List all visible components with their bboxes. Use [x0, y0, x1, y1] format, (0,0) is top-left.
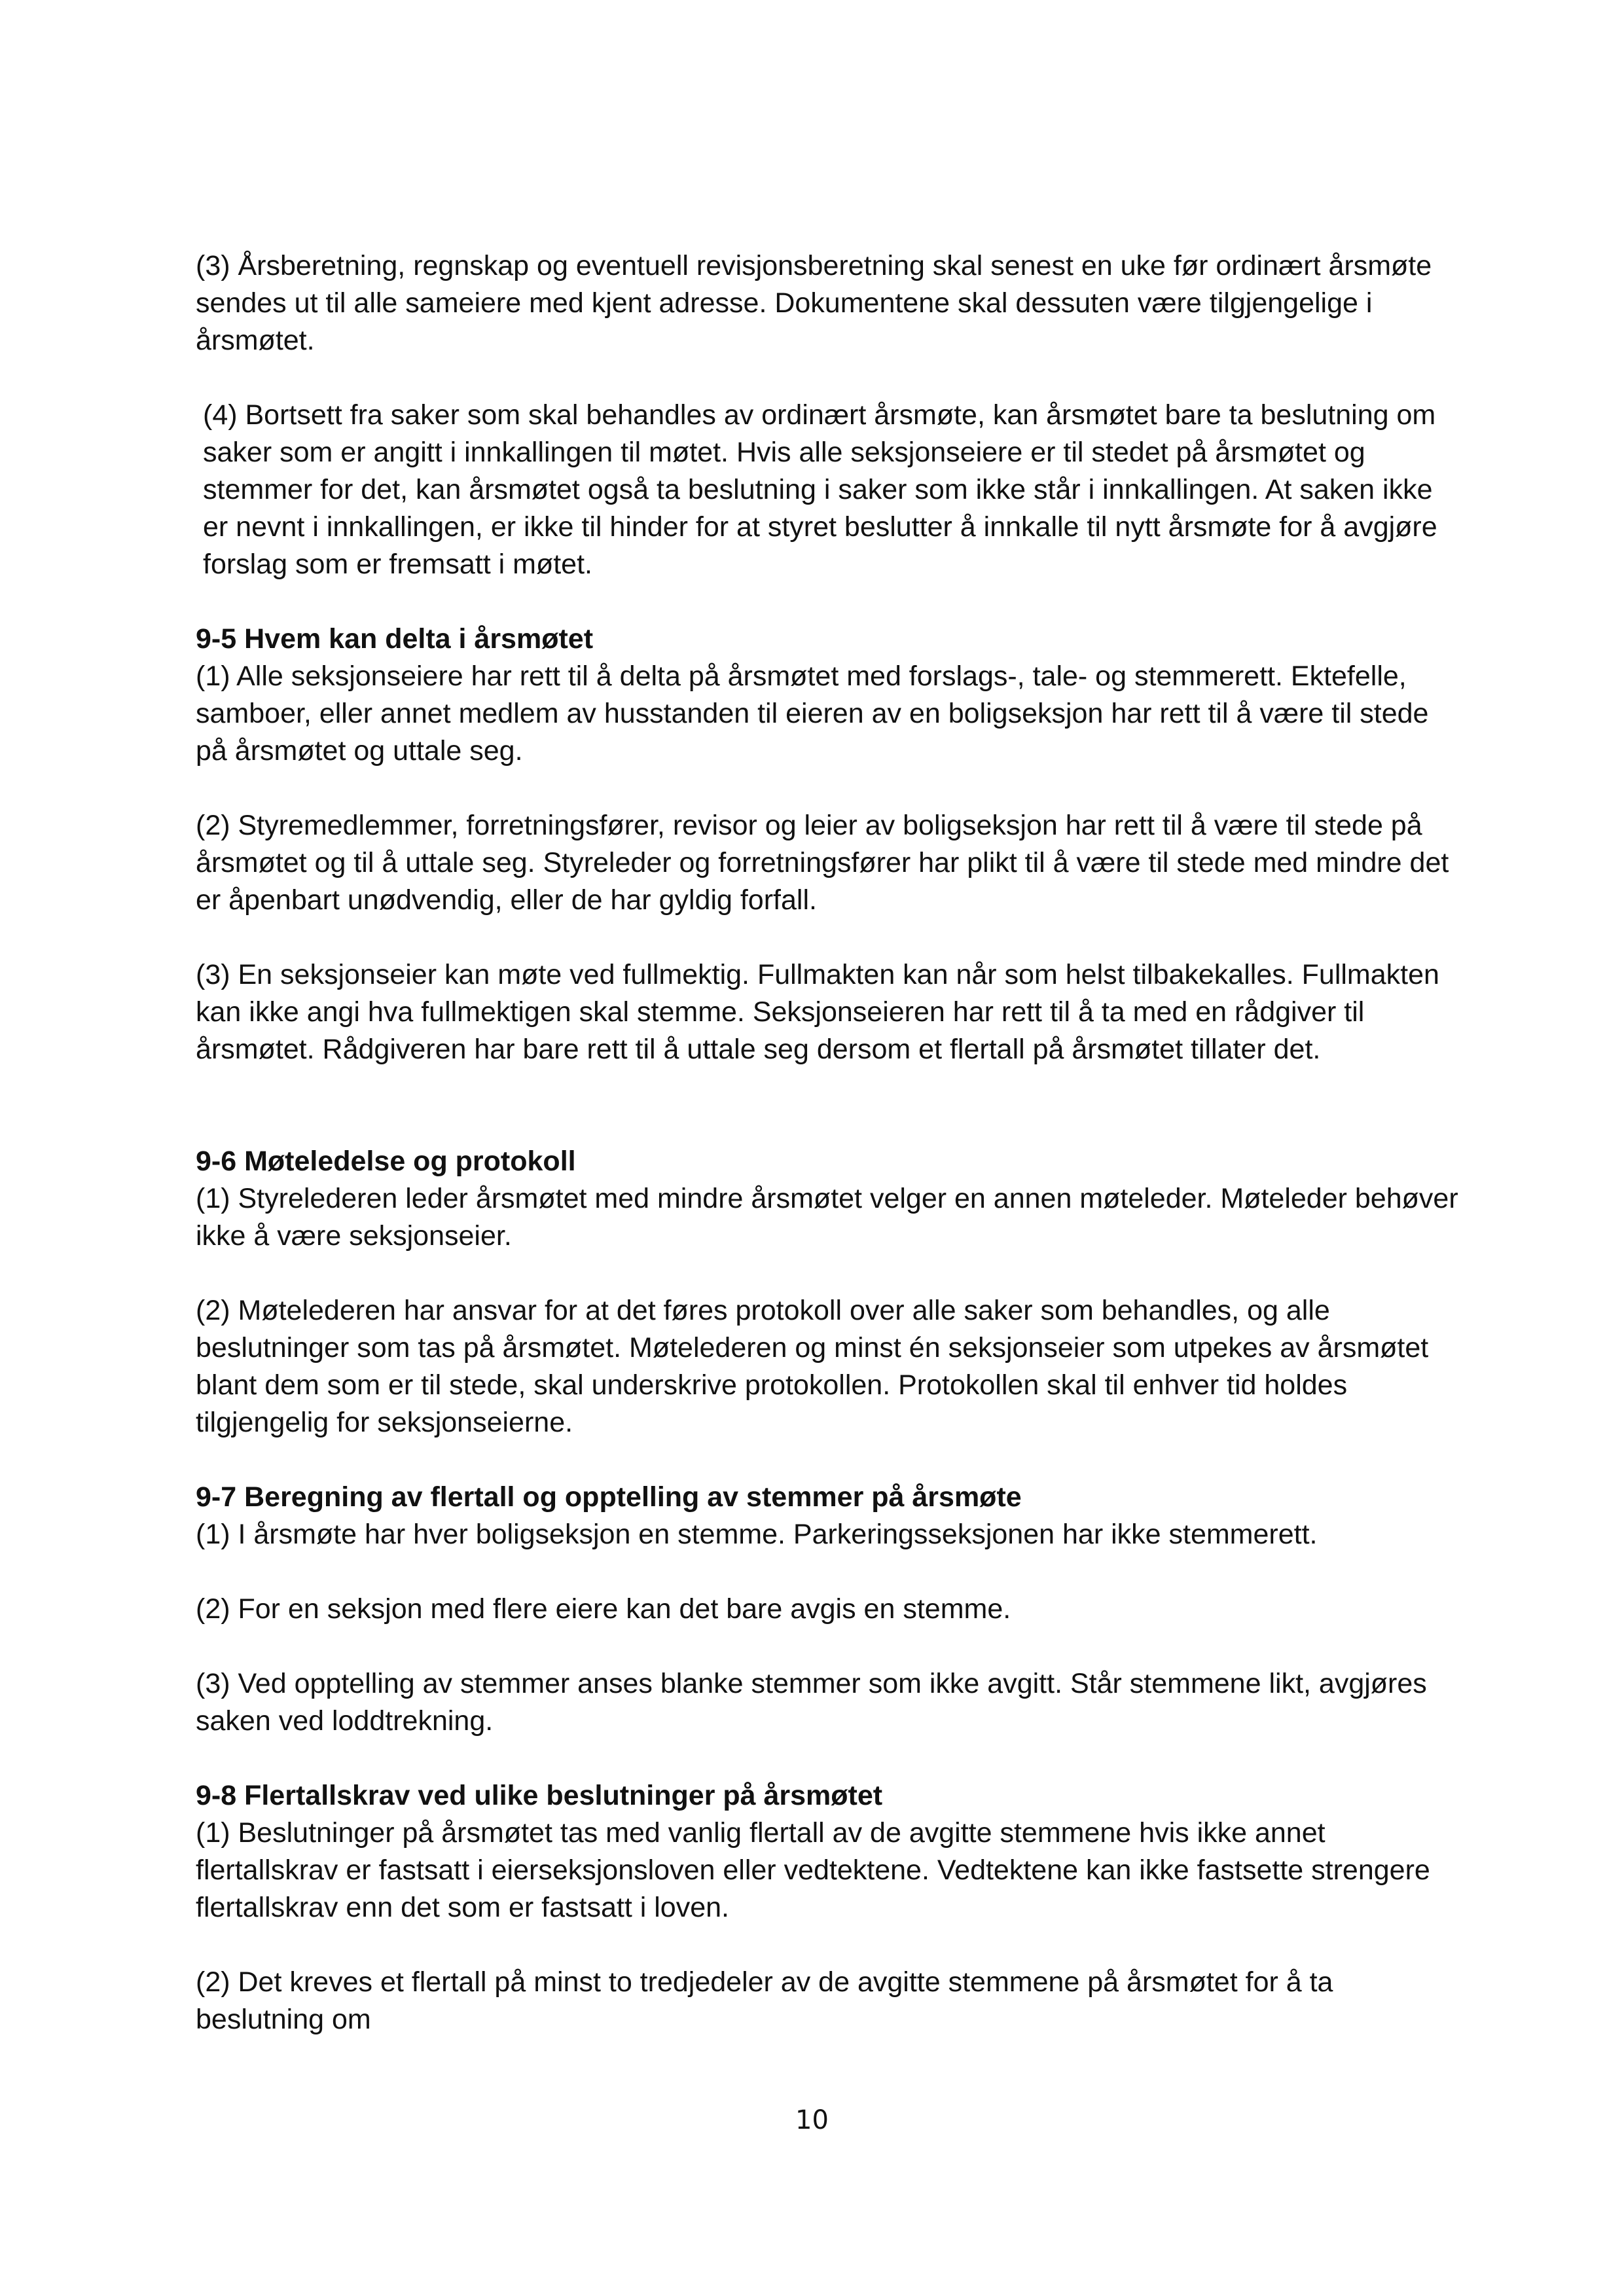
paragraph-9-4-3: (3) Årsberetning, regnskap og eventuell revisjonsberetning skal senest en uke før ordinært årsmøte sendes ut til alle sameiere med kjent adresse. Dokumentene skal dessuten være tilgjengelige i årsmøtet.: [196, 250, 1432, 356]
paragraph-9-6-2: (2) Møtelederen har ansvar for at det føres protokoll over alle saker som behandles, og alle beslutninger som tas på årsmøtet. Møtelederen og minst én seksjonseier som utpekes av årsmøtet blant dem som er til stede, skal underskrive protokollen. Protokollen skal til enhver tid holdes tilgjengelig for seksjonseierne.: [196, 1295, 1429, 1438]
paragraph-9-7-2: (2) For en seksjon med flere eiere kan det bare avgis en stemme.: [196, 1593, 1011, 1625]
section-heading-9-6: 9-6 Møteledelse og protokoll: [196, 1146, 576, 1177]
paragraph-9-8-1: (1) Beslutninger på årsmøtet tas med vanlig flertall av de avgitte stemmene hvis ikke annet flertallskrav er fastsatt i eierseksjonsloven eller vedtektene. Vedtektene kan ikke fastsette strengere flertallskrav enn det som er fastsatt i loven.: [196, 1817, 1430, 1923]
paragraph-9-6-1: (1) Styrelederen leder årsmøtet med mindre årsmøtet velger en annen møteleder. Møteleder behøver ikke å være seksjonseier.: [196, 1183, 1458, 1252]
paragraph-9-4-4: (4) Bortsett fra saker som skal behandles av ordinært årsmøte, kan årsmøtet bare ta beslutning om saker som er angitt i innkallingen til møtet. Hvis alle seksjonseiere er til stedet på årsmøtet og stemmer for det, kan årsmøtet også ta beslutning i saker som ikke står i innkallingen. At saken ikke er nevnt i innkallingen, er ikke til hinder for at styret beslutter å innkalle til nytt årsmøte for å avgjøre forslag som er fremsatt i møtet.: [203, 399, 1437, 580]
section-heading-9-7: 9-7 Beregning av flertall og opptelling av stemmer på årsmøte: [196, 1481, 1022, 1513]
paragraph-9-5-3: (3) En seksjonseier kan møte ved fullmektig. Fullmakten kan når som helst tilbakekalles. Fullmakten kan ikke angi hva fullmektigen skal stemme. Seksjonseieren har rett til å ta med en rådgiver til årsmøtet. Rådgiveren har bare rett til å uttale seg dersom et flertall på årsmøtet tillater det.: [196, 959, 1439, 1065]
paragraph-9-5-1: (1) Alle seksjonseiere har rett til å delta på årsmøtet med forslags-, tale- og stemmerett. Ektefelle, samboer, eller annet medlem av husstanden til eieren av en boligseksjon har rett til å være til stede på årsmøtet og uttale seg.: [196, 660, 1429, 767]
section-heading-9-8: 9-8 Flertallskrav ved ulike beslutninger på årsmøtet: [196, 1780, 883, 1811]
page-number: 10: [795, 2105, 829, 2135]
paragraph-9-7-3: (3) Ved opptelling av stemmer anses blanke stemmer som ikke avgitt. Står stemmene likt, avgjøres saken ved loddtrekning.: [196, 1668, 1427, 1737]
paragraph-9-5-2: (2) Styremedlemmer, forretningsfører, revisor og leier av boligseksjon har rett til å være til stede på årsmøtet og til å uttale seg. Styreleder og forretningsfører har plikt til å være til stede med mindre det er åpenbart unødvendig, eller de har gyldig forfall.: [196, 810, 1449, 916]
page-body: [196, 247, 1459, 2038]
paragraph-9-7-1: (1) I årsmøte har hver boligseksjon en stemme. Parkeringsseksjonen har ikke stemmerett.: [196, 1519, 1318, 1550]
paragraph-9-8-2: (2) Det kreves et flertall på minst to tredjedeler av de avgitte stemmene på årsmøtet for å ta beslutning om: [196, 1966, 1333, 2035]
section-heading-9-5: 9-5 Hvem kan delta i årsmøtet: [196, 623, 594, 655]
blank-line: [196, 1106, 1459, 1143]
